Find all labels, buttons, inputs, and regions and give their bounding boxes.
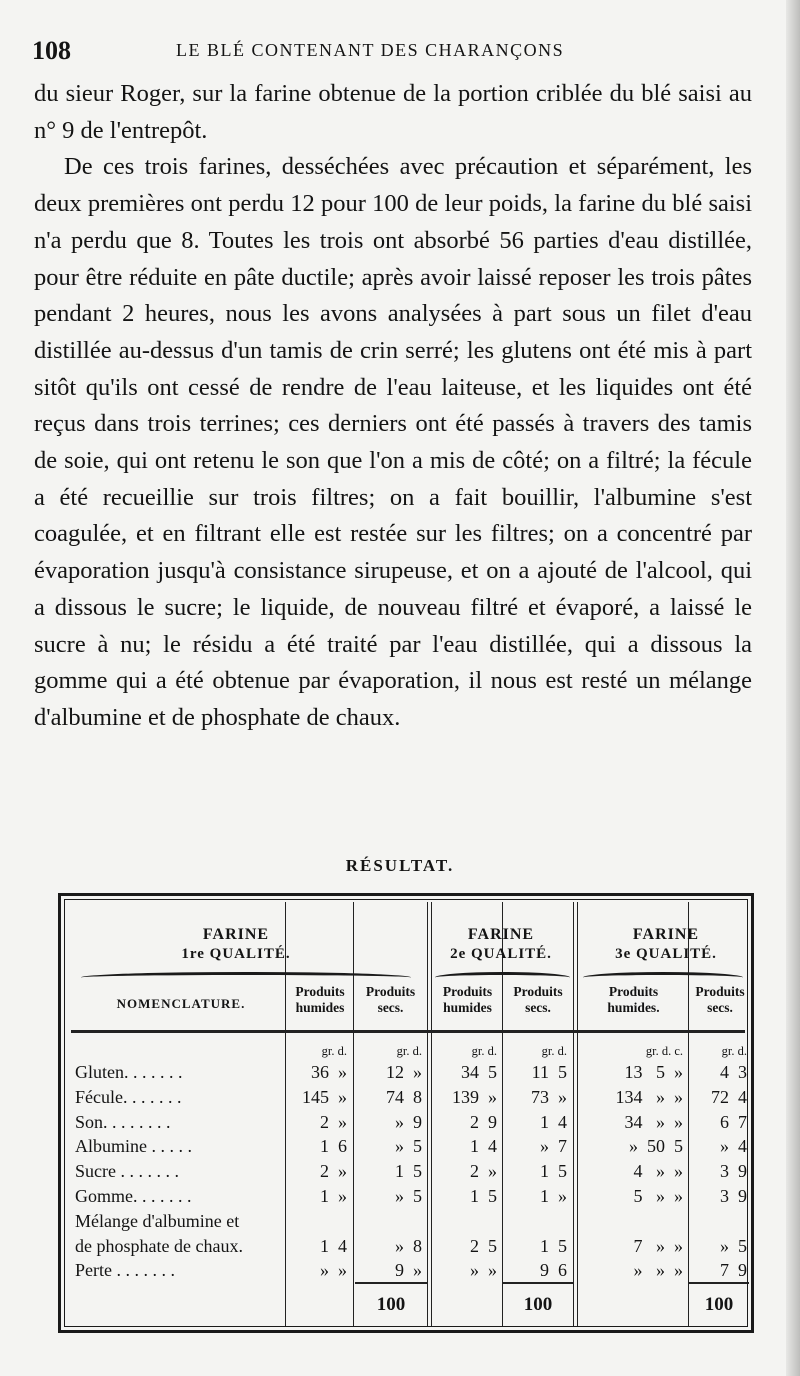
table-cell: 13 5 » xyxy=(624,1062,683,1082)
column-head: Produits secs. xyxy=(695,984,745,1015)
table-cell: » » » xyxy=(633,1260,683,1281)
page-number: 108 xyxy=(32,36,71,65)
table-cell: 1 6 xyxy=(320,1136,347,1157)
row-label: Albumine . . . . . xyxy=(75,1136,192,1157)
table-rule xyxy=(573,902,578,1326)
group-head: FARINE xyxy=(202,926,270,943)
table-cell: 9 6 xyxy=(540,1260,567,1281)
table-cell: 2 » xyxy=(320,1161,347,1182)
unit-label: gr. d. xyxy=(721,1044,747,1058)
table-cell: 1 » xyxy=(540,1186,567,1206)
table-cell: 1 5 xyxy=(540,1235,567,1256)
table-cell: » 50 5 xyxy=(629,1136,683,1157)
table-cell: 7 9 xyxy=(720,1260,747,1281)
total-value: 100 xyxy=(523,1294,553,1315)
table-cell: 3 9 xyxy=(720,1186,747,1206)
row-label: Mélange d'albumine et xyxy=(75,1210,240,1231)
group-head-quality: 1re QUALITÉ. xyxy=(181,946,291,962)
group-head: FARINE xyxy=(467,926,535,943)
table-rule xyxy=(353,902,354,1326)
table-cell: 145 » xyxy=(302,1086,347,1107)
table-cell: 2 » xyxy=(320,1111,347,1132)
total-value: 100 xyxy=(376,1294,406,1315)
table-cell: 1 4 xyxy=(470,1136,497,1157)
table-cell: 134 » » xyxy=(615,1086,683,1107)
unit-label: gr. d. xyxy=(541,1044,567,1058)
table-cell: 6 7 xyxy=(720,1111,747,1132)
row-label: de phosphate de chaux. xyxy=(75,1235,243,1256)
table-cell: 74 8 xyxy=(386,1086,422,1107)
row-label: Fécule. . . . . . . xyxy=(75,1086,182,1107)
column-head: Produits secs. xyxy=(365,984,416,1015)
table-cell: 12 » xyxy=(386,1062,422,1082)
table-cell: 2 » xyxy=(470,1161,497,1182)
total-rule xyxy=(355,1282,427,1284)
decorative-rule xyxy=(435,972,570,983)
table-cell: 2 9 xyxy=(470,1111,497,1132)
table-cell: » » xyxy=(320,1260,347,1281)
table-rule xyxy=(502,902,503,1326)
row-label: Sucre . . . . . . . xyxy=(75,1161,179,1182)
column-head: Produits humides xyxy=(442,984,493,1015)
row-label: Gomme. . . . . . . xyxy=(75,1186,192,1206)
table-rule xyxy=(688,902,689,1326)
total-value: 100 xyxy=(704,1294,734,1315)
unit-label: gr. d. c. xyxy=(645,1044,683,1058)
table-cell: » 5 xyxy=(720,1235,747,1256)
row-label: Son. . . . . . . . xyxy=(75,1111,171,1132)
table-cell: 1 5 xyxy=(395,1161,422,1182)
group-head-quality: 3e QUALITÉ. xyxy=(615,946,717,962)
unit-label: gr. d. xyxy=(396,1044,422,1058)
table-cell: 72 4 xyxy=(711,1086,747,1107)
page-gutter-shadow xyxy=(786,0,800,1376)
table-cell: 36 » xyxy=(311,1062,347,1082)
running-head: LE BLÉ CONTENANT DES CHARANÇONS xyxy=(176,40,565,60)
table-cell: » 5 xyxy=(395,1136,422,1157)
table-cell: 34 » » xyxy=(624,1111,683,1132)
results-table xyxy=(58,893,754,1333)
column-head: Produits secs. xyxy=(513,984,563,1015)
table-cell: 4 3 xyxy=(720,1062,747,1082)
group-head-quality: 2e QUALITÉ. xyxy=(450,946,552,962)
table-cell: 11 5 xyxy=(531,1062,567,1082)
table-cell: 73 » xyxy=(531,1086,567,1107)
unit-label: gr. d. xyxy=(321,1044,347,1058)
page-header xyxy=(32,36,742,66)
total-rule xyxy=(689,1282,749,1284)
table-cell: 4 » » xyxy=(633,1161,683,1182)
table-cell: 1 » xyxy=(320,1186,347,1206)
table-rule xyxy=(285,902,286,1326)
table-cell: 5 » » xyxy=(633,1186,683,1206)
table-cell: 1 5 xyxy=(470,1186,497,1206)
table-cell: » 5 xyxy=(395,1186,422,1206)
table-cell: 7 » » xyxy=(633,1235,683,1256)
table-cell: 139 » xyxy=(452,1086,497,1107)
table-cell: » » xyxy=(470,1260,497,1281)
row-label: Perte . . . . . . . xyxy=(75,1260,175,1281)
decorative-rule xyxy=(583,972,743,983)
group-head: FARINE xyxy=(632,926,700,943)
unit-label: gr. d. xyxy=(471,1044,497,1058)
table-cell: 1 5 xyxy=(540,1161,567,1182)
table-cell: 2 5 xyxy=(470,1235,497,1256)
table-cell: » 9 xyxy=(395,1111,422,1132)
column-head: Produits humides xyxy=(295,984,345,1015)
total-rule xyxy=(503,1282,573,1284)
table-cell: 9 » xyxy=(395,1260,422,1281)
decorative-rule xyxy=(81,972,411,983)
table-cell: » 7 xyxy=(540,1136,567,1157)
table-cell: » 8 xyxy=(395,1235,422,1256)
table-cell: 3 9 xyxy=(720,1161,747,1182)
nomenclature-head: NOMENCLATURE. xyxy=(116,996,246,1011)
column-head: Produits humides. xyxy=(607,984,660,1015)
header-rule xyxy=(71,1030,745,1033)
table-cell: 1 4 xyxy=(540,1111,567,1132)
result-title: RÉSULTAT. xyxy=(345,856,455,875)
body-text xyxy=(34,76,752,737)
row-label: Gluten. . . . . . . xyxy=(75,1062,183,1082)
table-rule xyxy=(427,902,432,1326)
table-cell: 1 4 xyxy=(320,1235,347,1256)
table-cell: » 4 xyxy=(720,1136,747,1157)
paragraph: du sieur Roger, sur la farine obtenue de la portion criblée du blé saisi au n° 9 de l'entrepôt. xyxy=(34,80,752,144)
table-cell: 34 5 xyxy=(461,1062,497,1082)
paragraph: De ces trois farines, desséchées avec précaution et séparément, les deux premières ont perdu 12 pour 100 de leur poids, la farine du blé saisi n'a perdu que 8. Toutes les trois ont absorbé 56 parties d'eau distillée, pour être réduite en pâte ductile; après avoir laissé reposer les trois pâtes pendant 2 heures, nous les avons analysées à part sous un filet d'eau distillée au-dessus d'un tamis de crin serré; les glutens ont été mis à part sitôt qu'ils ont cessé de rendre de l'eau laiteuse, et les liquides ont été reçus dans trois terrines; ces derniers ont été passés à travers des tamis de soie, qui ont retenu le son que l'on a mis de côté; on a filtré; la fécule a été recueillie sur trois filtres; on a fait bouillir, l'albumine s'est coagulée, et en filtrant elle est restée sur les filtres; on a concentré par évaporation jusqu'à consistance sirupeuse, et on a ajouté de l'alcool, qui a dissous le sucre; le liquide, de nouveau filtré et évaporé, a laissé le sucre à nu; le résidu a été traité par l'eau distillée, qui a dissous la gomme qui a été obtenue par évaporation, il nous est resté un mélange d'albumine et de phosphate de chaux. xyxy=(34,153,752,731)
